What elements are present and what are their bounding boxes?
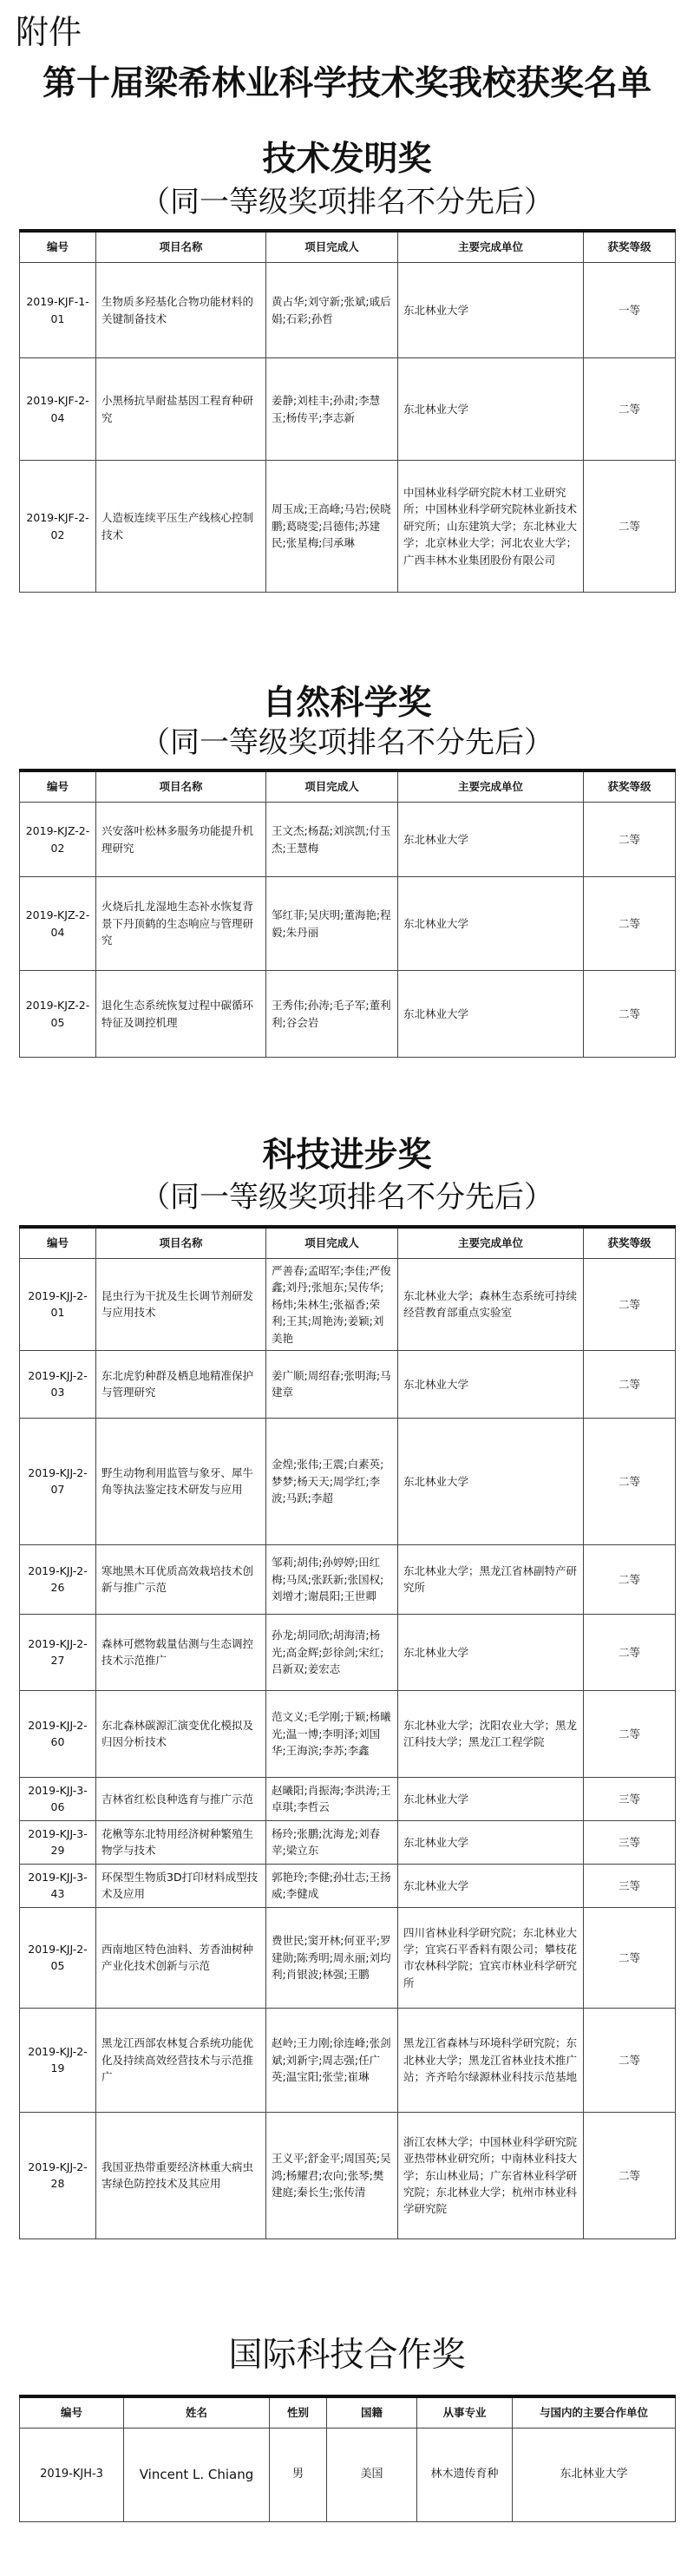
cell-unit: 东北林业大学；森林生态系统可持续经营教育部重点实验室 <box>398 1259 584 1351</box>
cell-partner-unit: 东北林业大学 <box>513 2429 676 2522</box>
cell-people: 邹莉;胡伟;孙婷婷;田红梅;马凤;张跃新;张国权;刘增才;谢晨阳;王世卿 <box>266 1544 398 1614</box>
cell-unit: 四川省林业科学研究院；东北林业大学；宜宾石平香料有限公司；攀枝花市农林科学院；宜宾市林业科学研究所 <box>398 1907 584 2008</box>
cell-people: 赵曦阳;肖振海;李洪涛;王卓琪;李哲云 <box>266 1777 398 1820</box>
table-row <box>20 877 676 971</box>
cell-code: 2019-KJF-2-04 <box>20 358 96 461</box>
cell-code: 2019-KJZ-2-04 <box>20 877 96 971</box>
cell-project: 环保型生物质3D打印材料成型技术及应用 <box>96 1864 266 1907</box>
cell-grade: 二等 <box>584 1690 676 1777</box>
header-specialty: 从事专业 <box>417 2396 513 2429</box>
header-project: 项目名称 <box>96 231 266 263</box>
table-header-row <box>20 1227 676 1259</box>
cell-unit: 东北林业大学；沈阳农业大学；黑龙江科技大学；黑龙江工程学院 <box>398 1690 584 1777</box>
cell-code: 2019-KJJ-2-05 <box>20 1907 96 2008</box>
table-row <box>20 1544 676 1614</box>
cell-people: 王义平;舒金平;周国英;吴鸿;杨耀君;农向;张琴;樊建庭;秦长生;张传清 <box>266 2112 398 2238</box>
cell-unit: 东北林业大学 <box>398 1350 584 1418</box>
table-row <box>20 2112 676 2238</box>
cell-people: 姜广顺;周绍春;张明海;马建章 <box>266 1350 398 1418</box>
header-grade: 获奖等级 <box>584 770 676 803</box>
attachment-label: 附件 <box>16 13 82 51</box>
cell-people: 周玉成;王高峰;马岩;侯晓鹏;葛晓雯;吕德伟;苏建民;张星梅;闫承琳 <box>266 461 398 593</box>
header-name: 姓名 <box>124 2396 270 2429</box>
cell-grade: 三等 <box>584 1864 676 1907</box>
cell-grade: 三等 <box>584 1820 676 1864</box>
cell-code: 2019-KJZ-2-02 <box>20 803 96 877</box>
cell-code: 2019-KJF-2-02 <box>20 461 96 593</box>
table-row <box>20 1418 676 1544</box>
header-project: 项目名称 <box>96 1227 266 1259</box>
cell-grade: 二等 <box>584 1418 676 1544</box>
header-partner-unit: 与国内的主要合作单位 <box>513 2396 676 2429</box>
cell-project: 吉林省红松良种选育与推广示范 <box>96 1777 266 1820</box>
cell-people: 赵岭;王力刚;徐连峰;张剑斌;刘新宇;周志强;任广英;温宝阳;张莹;崔琳 <box>266 2008 398 2112</box>
cell-grade: 二等 <box>584 1907 676 2008</box>
invention-award-table <box>19 229 676 593</box>
cell-code: 2019-KJJ-2-28 <box>20 2112 96 2238</box>
header-project: 项目名称 <box>96 770 266 803</box>
table-row <box>20 2008 676 2112</box>
cell-code: 2019-KJJ-3-29 <box>20 1820 96 1864</box>
cell-unit: 东北林业大学 <box>398 803 584 877</box>
header-code: 编号 <box>20 2396 124 2429</box>
cell-project: 昆虫行为干扰及生长调节剂研发与应用技术 <box>96 1259 266 1351</box>
cell-project: 西南地区特色油料、芳香油树种产业化技术创新与示范 <box>96 1907 266 2008</box>
table-row <box>20 358 676 461</box>
header-nationality: 国籍 <box>327 2396 417 2429</box>
cell-unit: 中国林业科学研究院木材工业研究所；中国林业科学研究院林业新技术研究所；山东建筑大学；东北林业大学；北京林业大学；河北农业大学；广西丰林木业集团股份有限公司 <box>398 461 584 593</box>
header-grade: 获奖等级 <box>584 231 676 263</box>
header-unit: 主要完成单位 <box>398 231 584 263</box>
cell-project: 东北森林碳源汇演变优化模拟及归因分析技术 <box>96 1690 266 1777</box>
header-gender: 性别 <box>270 2396 327 2429</box>
header-code: 编号 <box>20 231 96 263</box>
cell-grade: 二等 <box>584 971 676 1058</box>
cell-code: 2019-KJJ-2-26 <box>20 1544 96 1614</box>
cell-grade: 二等 <box>584 461 676 593</box>
section-title-natural-science: 自然科学奖 <box>262 684 432 723</box>
cell-people: 王文杰;杨磊;刘滨凯;付玉杰;王慧梅 <box>266 803 398 877</box>
cell-grade: 二等 <box>584 358 676 461</box>
table-row <box>20 1777 676 1820</box>
table-row <box>20 1350 676 1418</box>
cell-people: 孙龙;胡同欣;胡海清;杨光;高金辉;彭徐剑;宋红;吕新双;姜宏志 <box>266 1614 398 1690</box>
cell-people: 王秀伟;孙涛;毛子军;董利利;谷会岩 <box>266 971 398 1058</box>
cell-project: 寒地黑木耳优质高效栽培技术创新与推广示范 <box>96 1544 266 1614</box>
cell-project: 森林可燃物载量估测与生态调控技术示范推广 <box>96 1614 266 1690</box>
cell-code: 2019-KJZ-2-05 <box>20 971 96 1058</box>
cell-grade: 一等 <box>584 263 676 358</box>
table-row <box>20 461 676 593</box>
progress-award-table <box>19 1225 676 2239</box>
table-row <box>20 1907 676 2008</box>
cell-people: 郭艳玲;李健;孙壮志;王扬威;李健成 <box>266 1864 398 1907</box>
cell-unit: 东北林业大学 <box>398 1777 584 1820</box>
cell-unit: 东北林业大学 <box>398 263 584 358</box>
table-row <box>20 1864 676 1907</box>
table-row <box>20 2429 676 2522</box>
cell-unit: 东北林业大学 <box>398 1820 584 1864</box>
cell-gender: 男 <box>270 2429 327 2522</box>
section-title-international: 国际科技合作奖 <box>228 2336 466 2375</box>
cell-code: 2019-KJJ-2-01 <box>20 1259 96 1351</box>
cell-unit: 黑龙江省森林与环境科学研究院；东北林业大学；黑龙江省林业技术推广站；齐齐哈尔绿源林业科技示范基地 <box>398 2008 584 2112</box>
cell-people: 邹红菲;吴庆明;董海艳;程毅;朱丹丽 <box>266 877 398 971</box>
cell-project: 黑龙江西部农林复合系统功能优化及持续高效经营技术与示范推广 <box>96 2008 266 2112</box>
table-row <box>20 971 676 1058</box>
header-grade: 获奖等级 <box>584 1227 676 1259</box>
cell-project: 退化生态系统恢复过程中碳循环特征及调控机理 <box>96 971 266 1058</box>
table-row <box>20 803 676 877</box>
document-title: 第十届梁希林业科学技术奖我校获奖名单 <box>42 64 651 103</box>
section-title-progress: 科技进步奖 <box>262 1136 432 1175</box>
cell-unit: 东北林业大学 <box>398 971 584 1058</box>
cell-project: 野生动物利用监管与象牙、犀牛角等执法鉴定技术研发与应用 <box>96 1418 266 1544</box>
section-subtitle-progress: （同一等级奖项排名不分先后） <box>141 1180 553 1215</box>
section-subtitle-invention: （同一等级奖项排名不分先后） <box>141 185 553 220</box>
cell-grade: 二等 <box>584 1350 676 1418</box>
cell-code: 2019-KJJ-2-07 <box>20 1418 96 1544</box>
section-title-invention: 技术发明奖 <box>262 140 432 179</box>
cell-people: 费世民;窦开林;何亚平;罗建勋;陈秀明;周永丽;刘均利;肖银波;林强;王鹏 <box>266 1907 398 2008</box>
cell-unit: 东北林业大学 <box>398 1864 584 1907</box>
cell-specialty: 林木遗传育种 <box>417 2429 513 2522</box>
table-row <box>20 263 676 358</box>
cell-code: 2019-KJJ-3-06 <box>20 1777 96 1820</box>
header-unit: 主要完成单位 <box>398 770 584 803</box>
cell-people: 杨玲;张鹏;沈海龙;刘春苹;梁立东 <box>266 1820 398 1864</box>
cell-code: 2019-KJJ-2-27 <box>20 1614 96 1690</box>
cell-project: 东北虎豹种群及栖息地精准保护与管理研究 <box>96 1350 266 1418</box>
international-award-table <box>19 2395 676 2522</box>
table-row <box>20 1259 676 1351</box>
table-header-row <box>20 770 676 803</box>
header-unit: 主要完成单位 <box>398 1227 584 1259</box>
header-people: 项目完成人 <box>266 1227 398 1259</box>
cell-project: 生物质多羟基化合物功能材料的关键制备技术 <box>96 263 266 358</box>
table-header-row <box>20 231 676 263</box>
cell-unit: 东北林业大学 <box>398 358 584 461</box>
cell-code: 2019-KJJ-2-03 <box>20 1350 96 1418</box>
cell-grade: 三等 <box>584 1777 676 1820</box>
cell-grade: 二等 <box>584 877 676 971</box>
cell-grade: 二等 <box>584 1614 676 1690</box>
cell-unit: 东北林业大学 <box>398 877 584 971</box>
table-header-row <box>20 2396 676 2429</box>
cell-people: 黄占华;刘守新;张斌;戚后娟;石彩;孙哲 <box>266 263 398 358</box>
cell-project: 兴安落叶松林多服务功能提升机理研究 <box>96 803 266 877</box>
cell-code: 2019-KJF-1-01 <box>20 263 96 358</box>
cell-project: 火烧后扎龙湿地生态补水恢复背景下丹顶鹤的生态响应与管理研究 <box>96 877 266 971</box>
header-people: 项目完成人 <box>266 770 398 803</box>
cell-code: 2019-KJH-3 <box>20 2429 124 2522</box>
cell-project: 人造板连续平压生产线核心控制技术 <box>96 461 266 593</box>
cell-people: 范文义;毛学刚;于颖;杨曦光;温一博;李明泽;刘国华;王海滨;李苏;李鑫 <box>266 1690 398 1777</box>
cell-unit: 浙江农林大学；中国林业科学研究院亚热带林业研究所；中南林业科技大学；东山林业局；广东省林业科学研究院；东北林业大学；杭州市林业科学研究院 <box>398 2112 584 2238</box>
cell-code: 2019-KJJ-3-43 <box>20 1864 96 1907</box>
cell-grade: 二等 <box>584 2112 676 2238</box>
cell-project: 花楸等东北特用经济树种繁殖生物学与技术 <box>96 1820 266 1864</box>
cell-grade: 二等 <box>584 1544 676 1614</box>
cell-unit: 东北林业大学；黑龙江省林副特产研究所 <box>398 1544 584 1614</box>
table-row <box>20 1820 676 1864</box>
cell-grade: 二等 <box>584 803 676 877</box>
cell-grade: 二等 <box>584 2008 676 2112</box>
table-row <box>20 1690 676 1777</box>
cell-project: 我国亚热带重要经济林重大病虫害绿色防控技术及其应用 <box>96 2112 266 2238</box>
cell-nationality: 美国 <box>327 2429 417 2522</box>
section-subtitle-natural-science: （同一等级奖项排名不分先后） <box>141 725 553 760</box>
header-code: 编号 <box>20 1227 96 1259</box>
natural-science-award-table <box>19 769 676 1058</box>
cell-people: 姜静;刘桂丰;孙肃;李慧玉;杨传平;李志新 <box>266 358 398 461</box>
header-code: 编号 <box>20 770 96 803</box>
cell-project: 小黑杨抗旱耐盐基因工程育种研究 <box>96 358 266 461</box>
cell-people: 严善春;孟昭军;李佳;严俊鑫;刘丹;张旭东;吴传华;杨炜;朱林生;张福香;荣利;王其;周艳涛;姜颖;刘美艳 <box>266 1259 398 1351</box>
header-people: 项目完成人 <box>266 231 398 263</box>
table-row <box>20 1614 676 1690</box>
cell-code: 2019-KJJ-2-19 <box>20 2008 96 2112</box>
cell-unit: 东北林业大学 <box>398 1614 584 1690</box>
cell-unit: 东北林业大学 <box>398 1418 584 1544</box>
cell-code: 2019-KJJ-2-60 <box>20 1690 96 1777</box>
cell-grade: 二等 <box>584 1259 676 1351</box>
cell-people: 金煌;张伟;王震;白素英;梦梦;杨天天;周学红;李波;马跃;李超 <box>266 1418 398 1544</box>
cell-name: Vincent L. Chiang <box>124 2429 270 2522</box>
